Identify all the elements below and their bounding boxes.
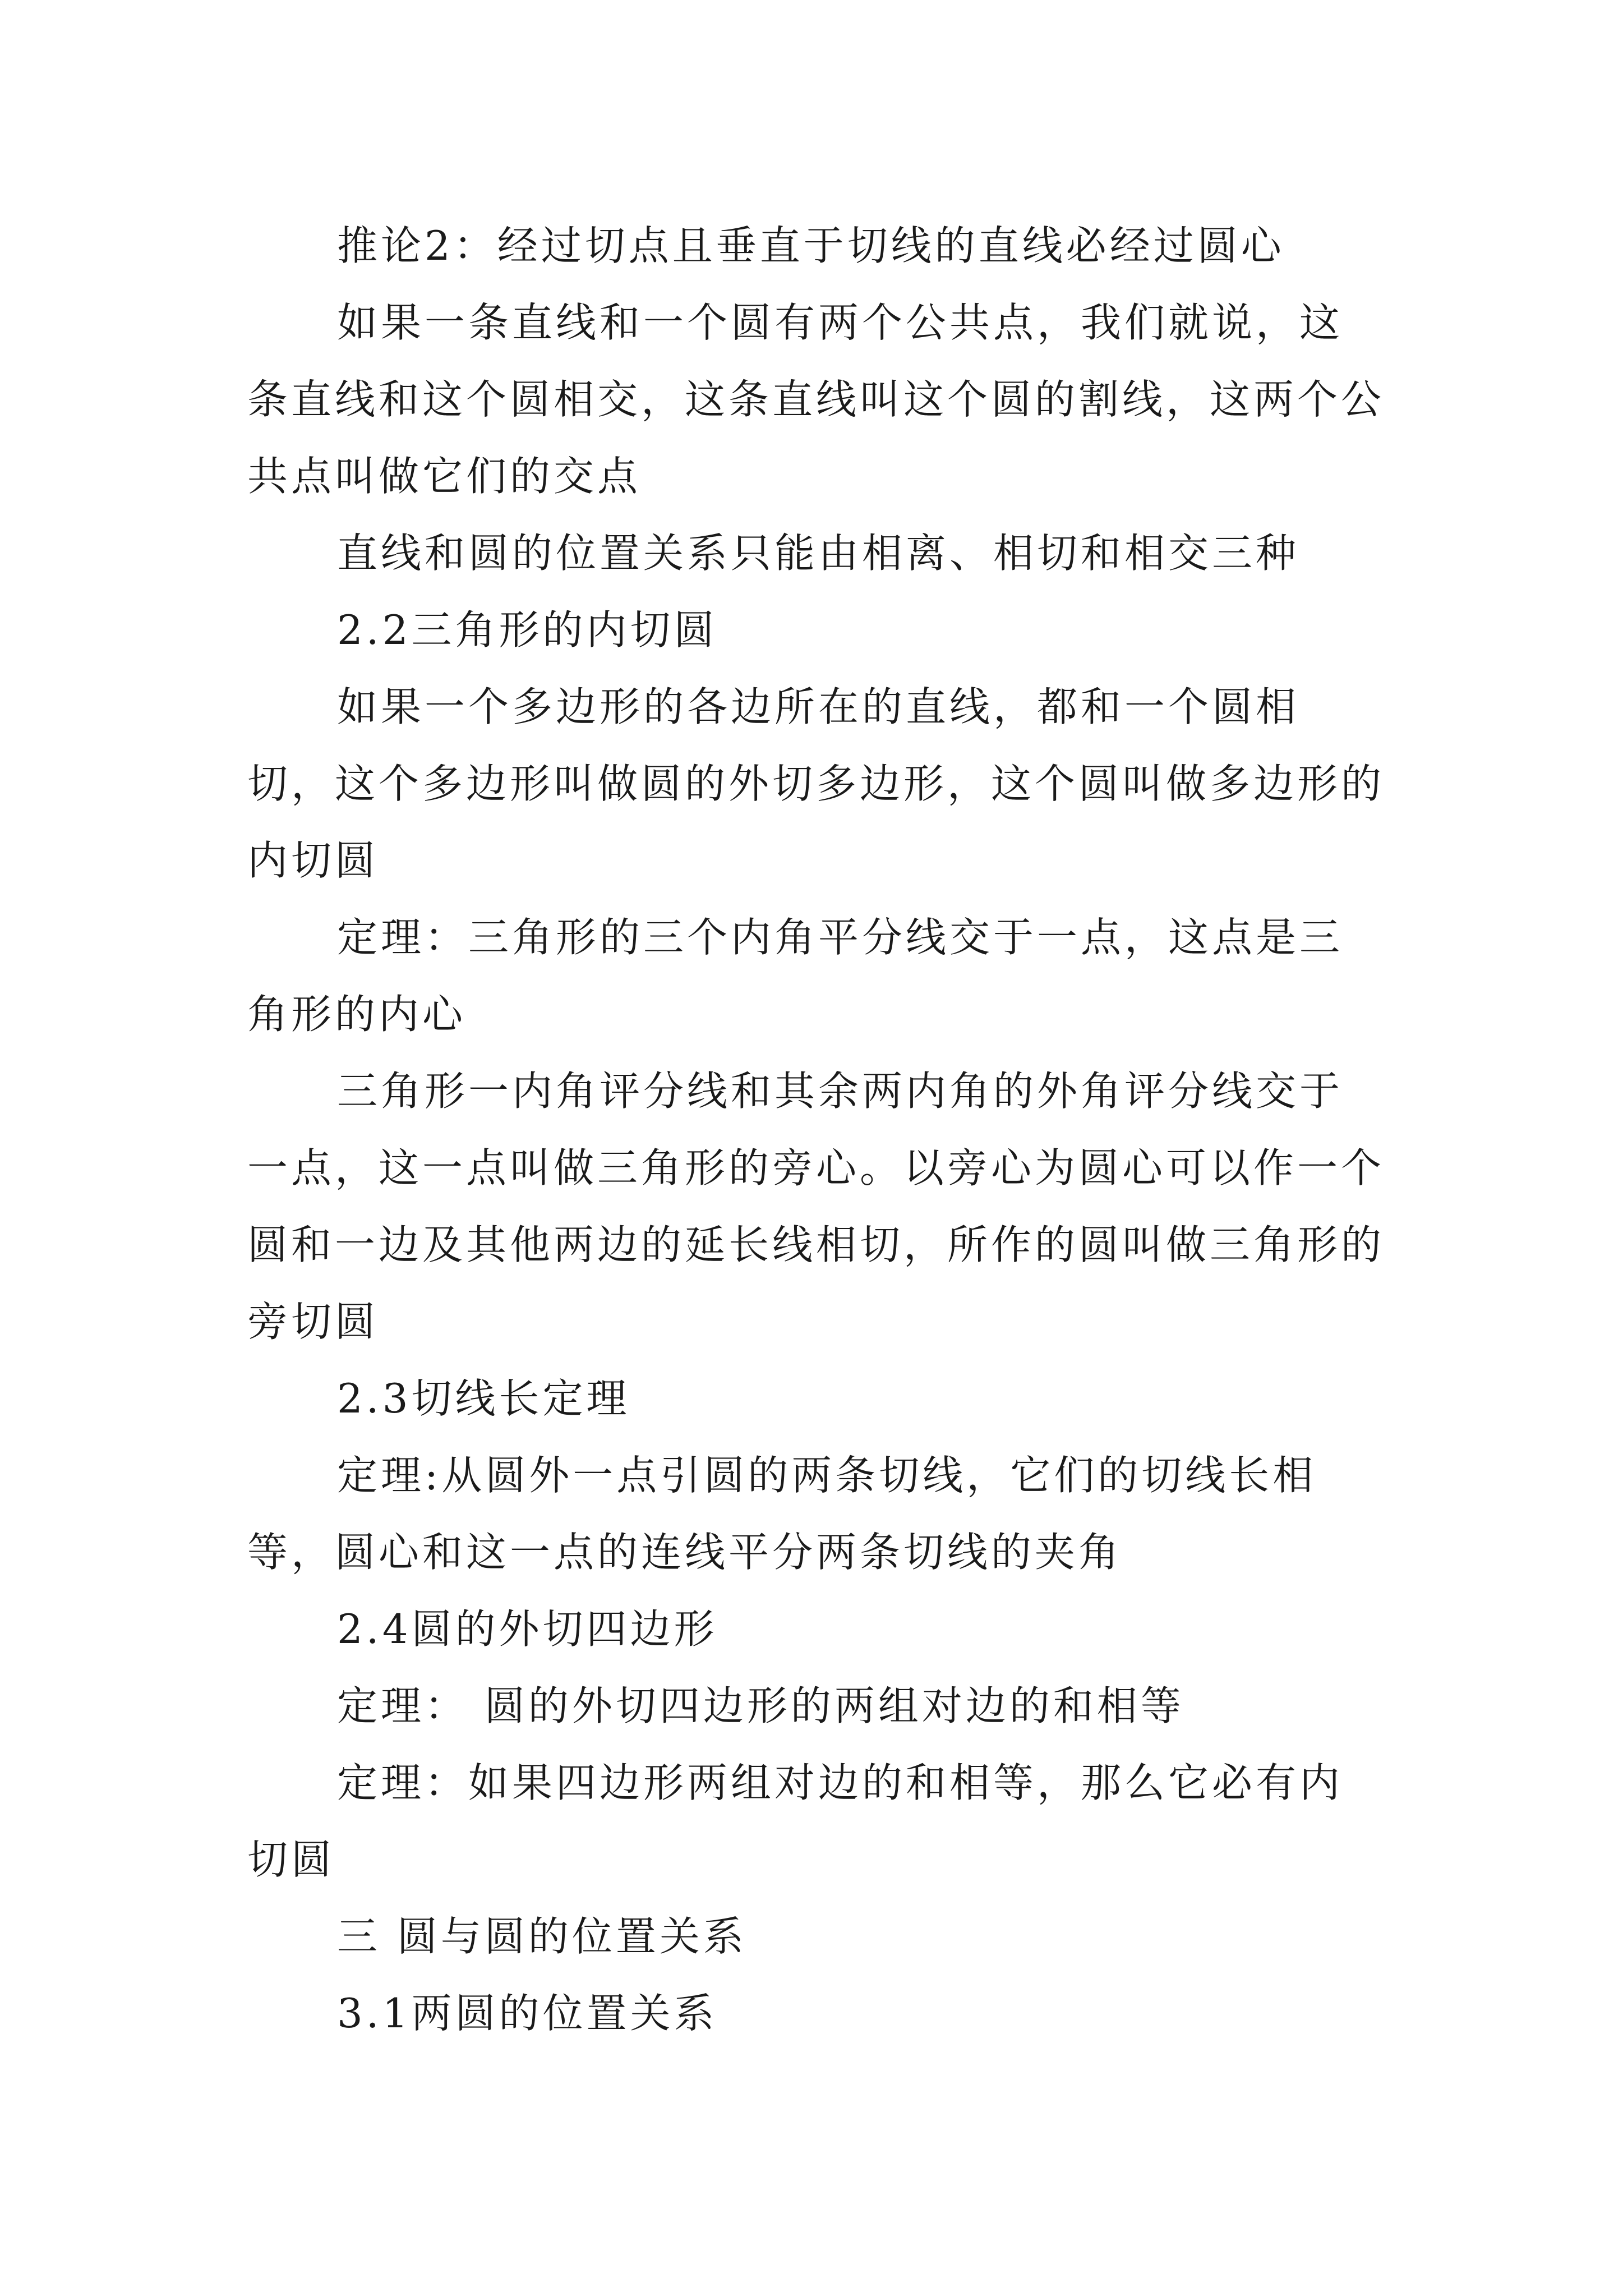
line-circle-relations: 直线和圆的位置关系只能由相离、相切和相交三种	[337, 530, 1300, 577]
incircle-definition: 如果一个多边形的各边所在的直线，都和一个圆相切，这个多边形叫做圆的外切多边形，这个圆叫做多边形的内切圆	[247, 683, 1385, 884]
excenter-definition: 三角形一内角评分线和其余两内角的外角评分线交于一点，这一点叫做三角形的旁心。以旁心为圆心可以作一个圆和一边及其他两边的延长线相切，所作的圆叫做三角形的旁切圆	[247, 1068, 1385, 1345]
section-2-3-heading: 2.3切线长定理	[337, 1375, 630, 1422]
document-body	[247, 208, 1386, 2052]
section-2-4-heading: 2.4圆的外切四边形	[337, 1605, 718, 1653]
section-3-heading: 三 圆与圆的位置关系	[337, 1913, 747, 1960]
corollary-2: 推论2：经过切点且垂直于切线的直线必经过圆心	[337, 222, 1285, 269]
section-2-2-heading: 2.2三角形的内切圆	[337, 606, 718, 654]
secant-definition: 如果一条直线和一个圆有两个公共点，我们就说，这条直线和这个圆相交，这条直线叫这个圆的割线，这两个公共点叫做它们的交点	[247, 299, 1385, 500]
section-3-1-heading: 3.1两圆的位置关系	[337, 1990, 718, 2037]
tangential-quadrilateral-converse: 定理：如果四边形两组对边的和相等，那么它必有内切圆	[247, 1759, 1344, 1883]
tangent-length-theorem: 定理:从圆外一点引圆的两条切线，它们的切线长相等，圆心和这一点的连线平分两条切线的夹角	[247, 1452, 1317, 1576]
incenter-theorem: 定理：三角形的三个内角平分线交于一点，这点是三角形的内心	[247, 914, 1344, 1038]
tangential-quadrilateral-theorem: 定理： 圆的外切四边形的两组对边的和相等	[337, 1682, 1184, 1729]
